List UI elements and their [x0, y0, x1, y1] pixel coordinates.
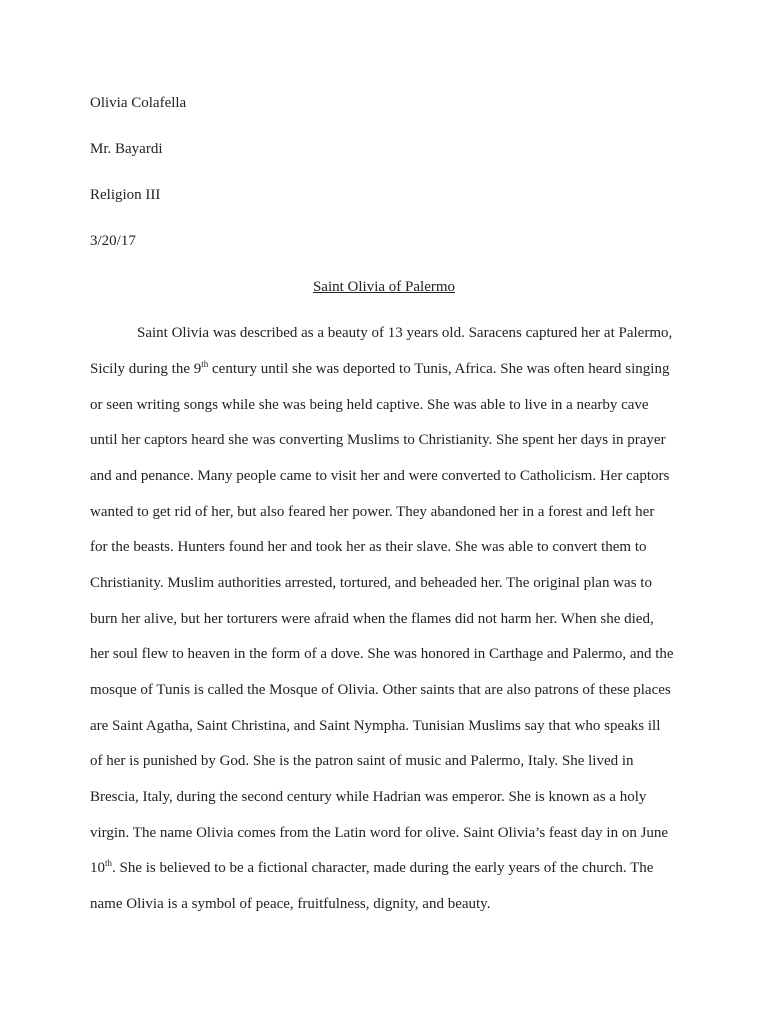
paragraph-line: Saint Olivia was described as a beauty of 13 years old. Saracens captured her at Palermo, [137, 325, 673, 341]
paragraph-line: virgin. The name Olivia comes from the Latin word for olive. Saint Olivia’s feast day in on June [90, 825, 669, 841]
line-text: . She is believed to be a fictional character, made during the early years of the church. The [112, 860, 654, 876]
paragraph-line: mosque of Tunis is called the Mosque of Olivia. Other saints that are also patrons of these places [90, 682, 671, 698]
superscript: th [201, 359, 209, 369]
line-text: century until she was deported to Tunis, Africa. She was often heard singing [208, 361, 670, 377]
author-name: Olivia Colafella [90, 95, 187, 111]
paragraph-line: wanted to get rid of her, but also feared her power. They abandoned her in a forest and left her [90, 504, 655, 520]
document-date: 3/20/17 [90, 233, 136, 249]
line-text: Sicily during the 9 [90, 361, 202, 377]
paragraph-line: and and penance. Many people came to visit her and were converted to Catholicism. Her captors [90, 468, 670, 484]
paragraph-line: of her is punished by God. She is the patron saint of music and Palermo, Italy. She lived in [90, 753, 634, 769]
essay-title: Saint Olivia of Palermo [312, 279, 456, 295]
paragraph-line: name Olivia is a symbol of peace, fruitfulness, dignity, and beauty. [90, 896, 491, 912]
paragraph-line [90, 859, 653, 877]
teacher-name: Mr. Bayardi [90, 141, 163, 157]
paragraph-line: burn her alive, but her torturers were afraid when the flames did not harm her. When she died, [90, 611, 654, 627]
paragraph-line: or seen writing songs while she was being held captive. She was able to live in a nearby cave [90, 397, 649, 413]
course-name: Religion III [90, 187, 161, 203]
line-text: 10 [90, 860, 105, 876]
paragraph-line: Brescia, Italy, during the second century while Hadrian was emperor. She is known as a holy [90, 789, 647, 805]
paragraph-line: Christianity. Muslim authorities arrested, tortured, and beheaded her. The original plan was to [90, 575, 652, 591]
superscript: th [105, 858, 113, 868]
paragraph-line: her soul flew to heaven in the form of a dove. She was honored in Carthage and Palermo, and the [90, 646, 674, 662]
paragraph-line: until her captors heard she was converting Muslims to Christianity. She spent her days in prayer [90, 432, 666, 448]
paragraph-line [90, 360, 669, 378]
paragraph-line: are Saint Agatha, Saint Christina, and Saint Nympha. Tunisian Muslims say that who speaks ill [90, 718, 661, 734]
paragraph-line: for the beasts. Hunters found her and took her as their slave. She was able to convert them to [90, 539, 647, 555]
